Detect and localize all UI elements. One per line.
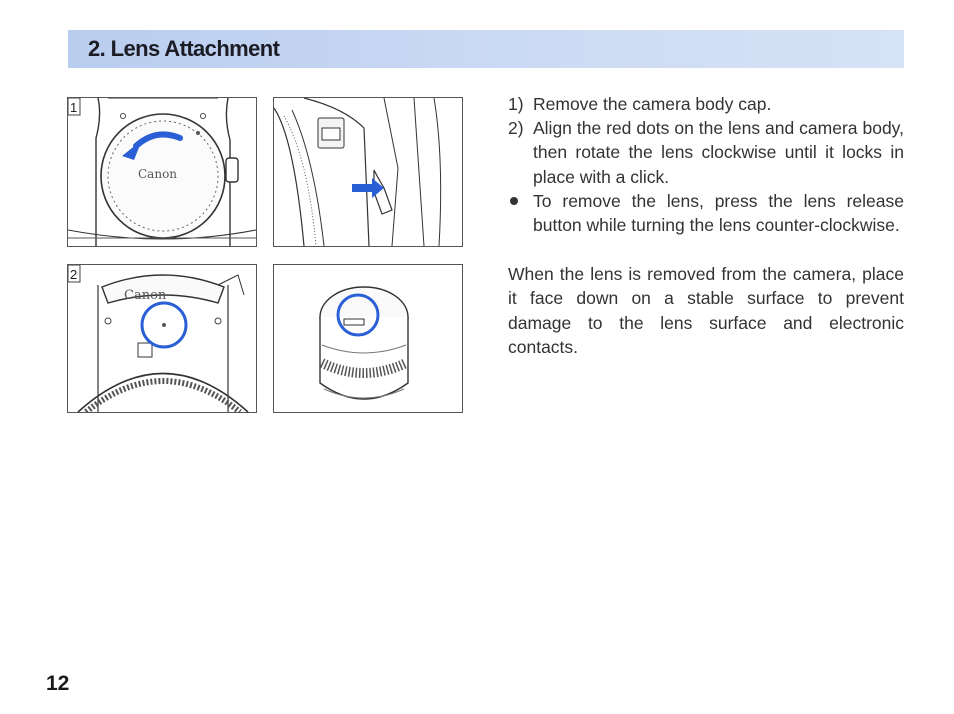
page-number: 12 — [46, 672, 70, 695]
figure-2-release-button — [273, 97, 463, 247]
instruction-text — [508, 92, 904, 377]
release-button-illustration — [274, 98, 462, 246]
figure-3-align-lens — [67, 264, 257, 413]
lens-storage-note: When the lens is removed from the camera, place it face down on a stable surface to prevent damage to the lens surface and electronic contacts. — [508, 264, 904, 357]
bullet-remove-lens-text: To remove the lens, press the lens release button while turning the lens counter-clockwise. — [533, 190, 904, 236]
figure-2-number: 2 — [70, 267, 78, 282]
canon-logo-1: Canon — [138, 167, 178, 181]
canon-logo-2: Canon — [124, 288, 167, 303]
step-2-marker: 2) — [508, 118, 524, 139]
section-title: 2. Lens Attachment — [88, 36, 280, 61]
step-1-text: Remove the camera body cap. — [533, 94, 772, 114]
camera-body-cap-illustration — [68, 98, 256, 246]
step-1 — [508, 92, 904, 116]
bullet-icon — [510, 197, 518, 205]
figure-4-lens-face-down — [273, 264, 463, 413]
push-arrow-icon — [352, 184, 374, 192]
step-2 — [508, 116, 904, 189]
figure-1-body-cap — [67, 97, 257, 247]
lens-face-down-illustration — [274, 265, 462, 412]
align-lens-illustration — [68, 265, 256, 412]
step-1-marker: 1) — [508, 94, 524, 114]
figure-1-number: 1 — [70, 100, 78, 115]
section-header-bar — [68, 30, 904, 68]
step-2-text: Align the red dots on the lens and camera body, then rotate the lens clockwise until it locks in place with a click. — [533, 118, 904, 187]
bullet-remove-lens — [508, 189, 904, 237]
